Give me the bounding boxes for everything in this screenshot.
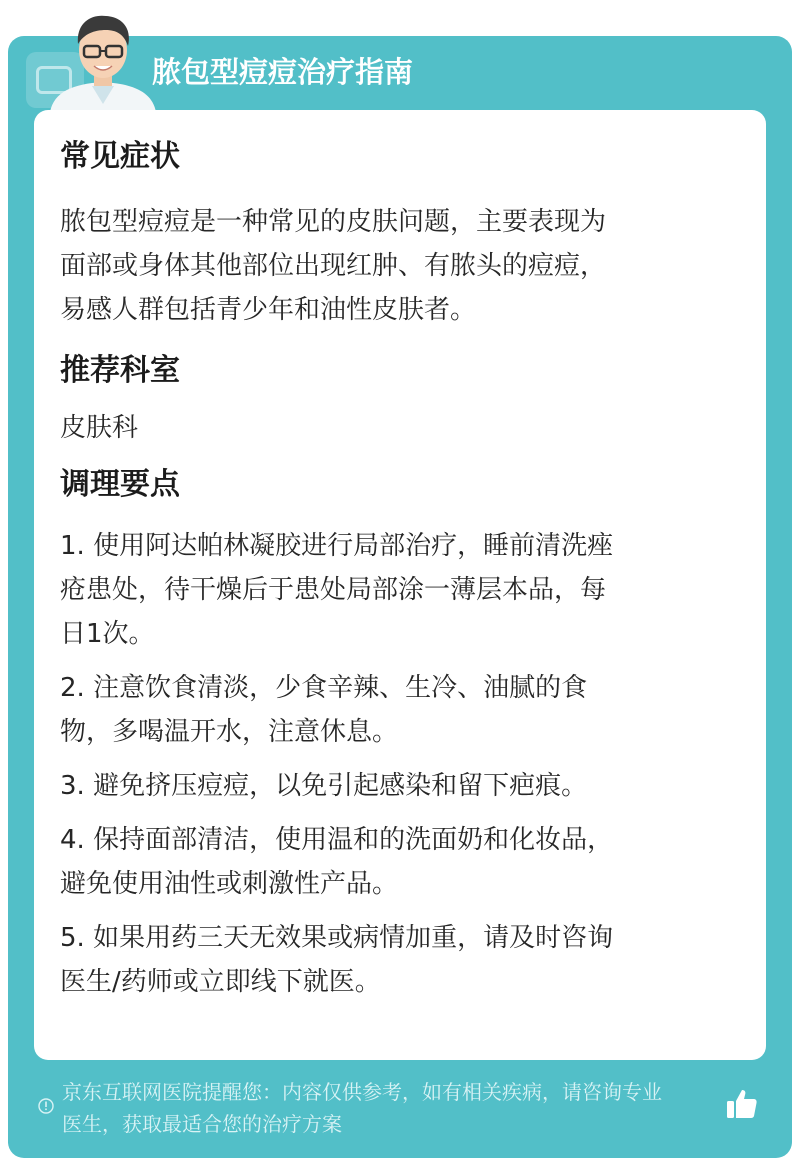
department-heading: 推荐科室 bbox=[60, 353, 180, 388]
department-text: 皮肤科 bbox=[60, 413, 139, 443]
care-item-line: 4. 保持面部清洁，使用温和的洗面奶和化妆品， bbox=[60, 825, 614, 855]
care-item-line: 物，多喝温开水，注意休息。 bbox=[60, 717, 399, 747]
symptoms-text-line: 脓包型痘痘是一种常见的皮肤问题，主要表现为 bbox=[60, 207, 607, 237]
care-item-line: 2. 注意饮食清淡，少食辛辣、生冷、油腻的食 bbox=[60, 673, 588, 703]
thumbs-up-icon[interactable] bbox=[724, 1086, 760, 1122]
care-item-line: 1. 使用阿达帕林凝胶进行局部治疗，睡前清洗痤 bbox=[60, 531, 614, 561]
care-heading: 调理要点 bbox=[60, 467, 180, 502]
care-item-2 bbox=[60, 666, 740, 754]
care-item-line: 疮患处，待干燥后于患处局部涂一薄层本品，每 bbox=[60, 575, 607, 605]
page-title: 脓包型痘痘治疗指南 bbox=[152, 55, 414, 89]
disclaimer bbox=[62, 1076, 732, 1140]
care-item-line: 避免使用油性或刺激性产品。 bbox=[60, 869, 399, 899]
care-item-1 bbox=[60, 524, 740, 656]
disclaimer-line: 京东互联网医院提醒您：内容仅供参考，如有相关疾病，请咨询专业 bbox=[62, 1080, 662, 1104]
care-item-line: 日1次。 bbox=[60, 619, 155, 649]
care-item-line: 5. 如果用药三天无效果或病情加重，请及时咨询 bbox=[60, 923, 614, 953]
care-item-5 bbox=[60, 916, 740, 1004]
care-item-4 bbox=[60, 818, 740, 906]
care-item-3 bbox=[60, 764, 740, 808]
content-card bbox=[34, 110, 766, 1060]
care-item-line: 3. 避免挤压痘痘，以免引起感染和留下疤痕。 bbox=[60, 771, 588, 801]
symptoms-text-line: 易感人群包括青少年和油性皮肤者。 bbox=[60, 295, 477, 325]
symptoms-heading: 常见症状 bbox=[60, 139, 180, 174]
care-item-line: 医生/药师或立即线下就医。 bbox=[60, 967, 381, 997]
info-icon bbox=[38, 1098, 54, 1114]
doctor-avatar bbox=[48, 8, 158, 112]
symptoms-text-line: 面部或身体其他部位出现红肿、有脓头的痘痘， bbox=[60, 251, 607, 281]
disclaimer-line: 医生，获取最适合您的治疗方案 bbox=[62, 1112, 342, 1136]
